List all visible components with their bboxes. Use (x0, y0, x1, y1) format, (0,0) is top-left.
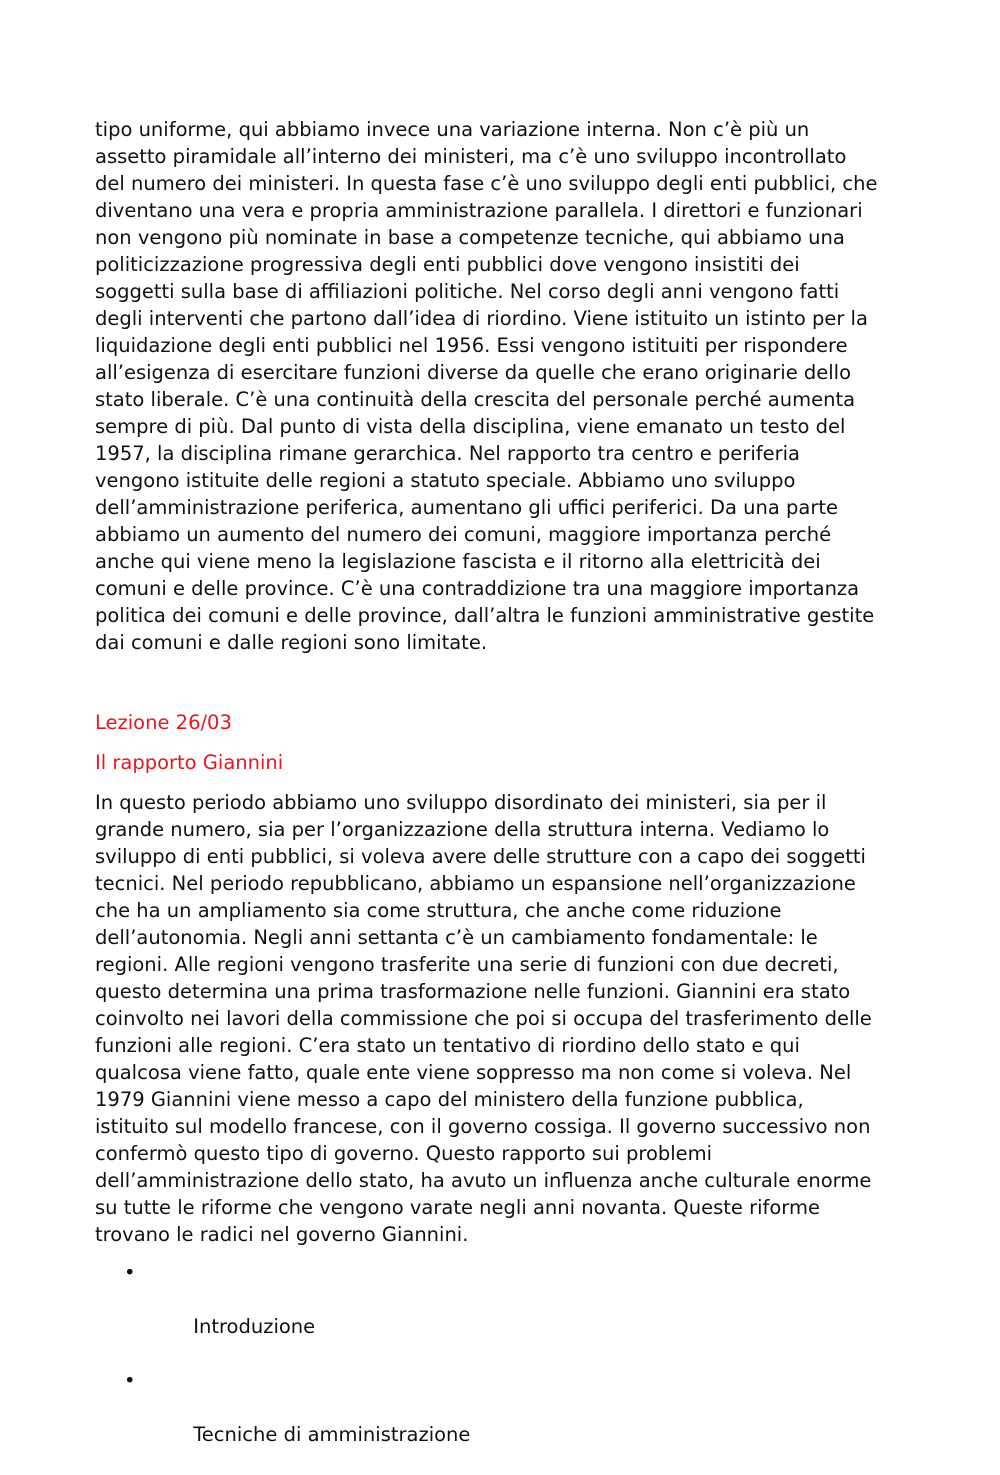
list-item (95, 1367, 915, 1475)
paragraph-line: coinvolto nei lavori della commissione che poi si occupa del trasferimento delle (95, 1007, 872, 1030)
paragraph-line: soggetti sulla base di affiliazioni politiche. Nel corso degli anni vengono fatti (95, 280, 840, 303)
paragraph-line: dai comuni e dalle regioni sono limitate. (95, 631, 488, 654)
paragraph-line: dell’amministrazione dello stato, ha avuto un influenza anche culturale enorme (95, 1169, 872, 1192)
paragraph-line: istituito sul modello francese, con il governo cossiga. Il governo successivo non (95, 1115, 871, 1138)
paragraph-line: grande numero, sia per l’organizzazione della struttura interna. Vediamo lo (95, 818, 830, 841)
bullet-icon: • (124, 1261, 136, 1284)
paragraph-line: su tutte le riforme che vengono varate negli anni novanta. Queste riforme (95, 1196, 820, 1219)
paragraph-line: tipo uniforme, qui abbiamo invece una variazione interna. Non c’è più un (95, 118, 810, 141)
paragraph-line: sviluppo di enti pubblici, si voleva avere delle strutture con a capo dei soggetti (95, 845, 866, 868)
bullet-icon: • (124, 1369, 136, 1392)
paragraph-line: politica dei comuni e delle province, dall’altra le funzioni amministrative gestite (95, 604, 875, 627)
list-item (95, 1259, 915, 1367)
paragraph-line: tecnici. Nel periodo repubblicano, abbiamo un espansione nell’organizzazione (95, 872, 856, 895)
paragraph-line: politicizzazione progressiva degli enti pubblici dove vengono insistiti dei (95, 253, 800, 276)
document-page (95, 116, 915, 1475)
paragraph-line: all’esigenza di esercitare funzioni diverse da quelle che erano originarie dello (95, 361, 852, 384)
paragraph-line: questo determina una prima trasformazione nelle funzioni. Giannini era stato (95, 980, 851, 1003)
paragraph-line: funzioni alle regioni. C’era stato un tentativo di riordino dello stato e qui (95, 1034, 800, 1057)
section-heading: Il rapporto Giannini (95, 751, 284, 774)
paragraph-line: dell’autonomia. Negli anni settanta c’è un cambiamento fondamentale: le (95, 926, 818, 949)
paragraph-line: regioni. Alle regioni vengono trasferite una serie di funzioni con due decreti, (95, 953, 839, 976)
paragraph-line: non vengono più nominate in base a competenze tecniche, qui abbiamo una (95, 226, 845, 249)
paragraph-line: 1979 Giannini viene messo a capo del ministero della funzione pubblica, (95, 1088, 804, 1111)
paragraph-line: qualcosa viene fatto, quale ente viene soppresso ma non come si voleva. Nel (95, 1061, 852, 1084)
paragraph-line: In questo periodo abbiamo uno sviluppo disordinato dei ministeri, sia per il (95, 791, 827, 814)
paragraph-line: assetto piramidale all’interno dei ministeri, ma c’è uno sviluppo incontrollato (95, 145, 847, 168)
paragraph-2 (95, 789, 915, 1248)
paragraph-line: abbiamo un aumento del numero dei comuni, maggiore importanza perché (95, 523, 832, 546)
paragraph-line: confermò questo tipo di governo. Questo rapporto sui problemi (95, 1142, 713, 1165)
paragraph-line: 1957, la disciplina rimane gerarchica. Nel rapporto tra centro e periferia (95, 442, 800, 465)
paragraph-line: sempre di più. Dal punto di vista della disciplina, viene emanato un testo del (95, 415, 846, 438)
paragraph-line: liquidazione degli enti pubblici nel 1956. Essi vengono istituiti per rispondere (95, 334, 848, 357)
list-item-label: Tecniche di amministrazione (193, 1423, 471, 1446)
paragraph-line: diventano una vera e propria amministrazione parallela. I direttori e funzionari (95, 199, 863, 222)
paragraph-line: vengono istituite delle regioni a statuto speciale. Abbiamo uno sviluppo (95, 469, 796, 492)
paragraph-line: degli interventi che partono dall’idea di riordino. Viene istituito un istinto per la (95, 307, 868, 330)
paragraph-line: anche qui viene meno la legislazione fascista e il ritorno alla elettricità dei (95, 550, 821, 573)
paragraph-line: del numero dei ministeri. In questa fase c’è uno sviluppo degli enti pubblici, che (95, 172, 878, 195)
paragraph-line: stato liberale. C’è una continuità della crescita del personale perché aumenta (95, 388, 856, 411)
paragraph-1 (95, 116, 915, 656)
lesson-heading: Lezione 26/03 (95, 711, 232, 734)
paragraph-line: trovano le radici nel governo Giannini. (95, 1223, 469, 1246)
paragraph-line: dell’amministrazione periferica, aumentano gli uffici periferici. Da una parte (95, 496, 838, 519)
paragraph-line: comuni e delle province. C’è una contraddizione tra una maggiore importanza (95, 577, 860, 600)
paragraph-line: che ha un ampliamento sia come struttura, che anche come riduzione (95, 899, 782, 922)
list-item-label: Introduzione (193, 1315, 316, 1338)
bullet-list (95, 1259, 915, 1475)
